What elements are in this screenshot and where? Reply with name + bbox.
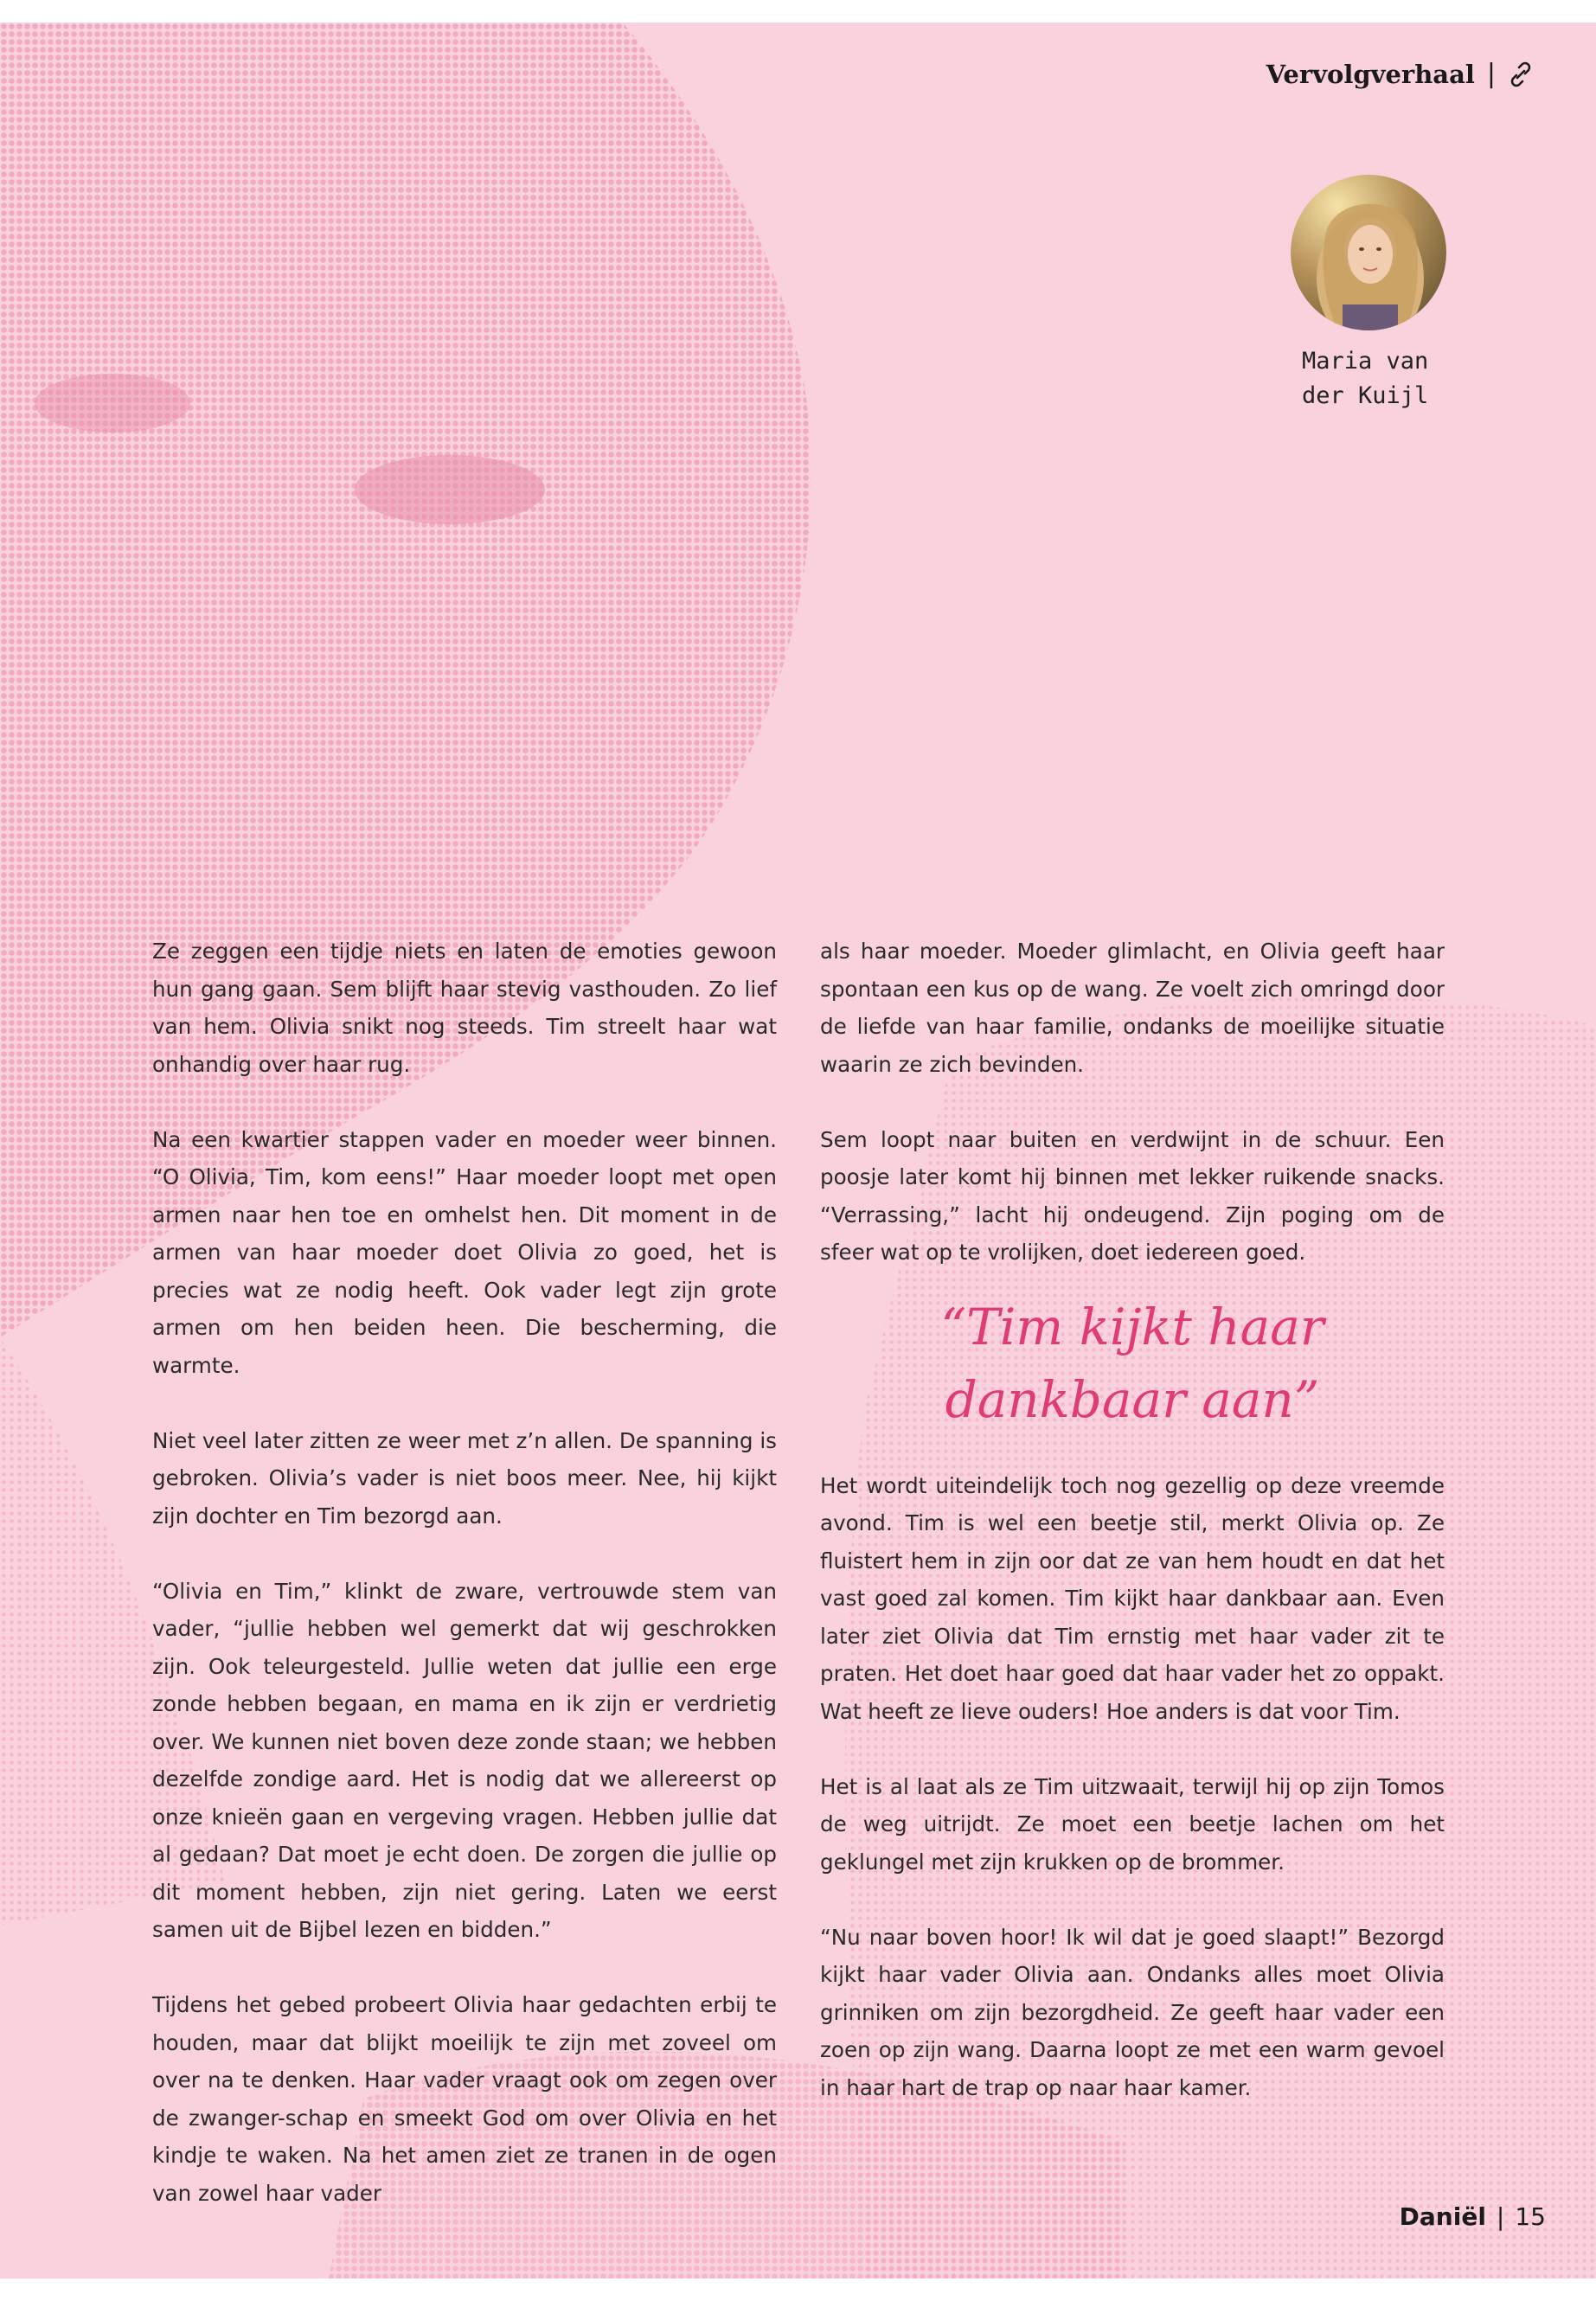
link-icon (1508, 61, 1534, 87)
article-column-left (152, 933, 777, 2250)
magazine-page (0, 22, 1596, 2279)
page-header (1266, 59, 1534, 89)
section-title: Vervolgverhaal (1266, 59, 1475, 89)
paragraph: Sem loopt naar buiten en verdwijnt in de schuur. Een poosje later komt hij binnen met lekker ruikende snacks. “Verrassing,” lacht hij ondeugend. Zijn poging om de sfeer wat op te vrolijken, doet iedereen goed. (820, 1126, 1445, 1265)
page-number: 15 (1515, 2202, 1546, 2231)
paragraph: “Olivia en Tim,” klinkt de zware, vertrouwde stem van vader, “jullie hebben wel gemerkt dat wij geschrokken zijn. Ook teleurgesteld. Jullie weten dat jullie een erge zonde hebben begaan, en mama en ik zijn er verdrietig over. We kunnen niet boven deze zonde staan; we hebben dezelfde zondige aard. Het is nodig dat we allereerst op onze knieën gaan en vergeving vragen. Hebben jullie dat al gedaan? Dat moet je echt doen. De zorgen die jullie op dit moment hebben, zijn niet gering. Laten we eerst samen uit de Bijbel lezen en bidden.” (152, 1578, 777, 1942)
footer-separator: | (1496, 2202, 1505, 2231)
page-footer (1400, 2202, 1546, 2231)
article-column-right (820, 933, 1445, 2144)
author-avatar (1291, 175, 1446, 330)
header-separator: | (1486, 59, 1496, 89)
pull-quote: “Tim kijkt haar dankbaar aan” (940, 1297, 1324, 1429)
paragraph: als haar moeder. Moeder glimlacht, en Olivia geeft haar spontaan een kus op de wang. Ze voelt zich omringd door de liefde van haar familie, ondanks de moeilijke situatie waarin ze zich bevinden. (820, 939, 1445, 1077)
paragraph: Na een kwartier stappen vader en moeder weer binnen. “O Olivia, Tim, kom eens!” Haar moeder loopt met open armen naar hen toe en omhelst hen. Dit moment in de armen van haar moeder doet Olivia zo goed, het is precies wat ze nodig heeft. Ook vader legt zijn grote armen om hen beiden heen. Die bescherming, die warmte. (152, 1126, 777, 1378)
paragraph: “Nu naar boven hoor! Ik wil dat je goed slaapt!” Bezorgd kijkt haar vader Olivia aan. Ondanks alles moet Olivia grinniken om zijn bezorgdheid. Ze geeft haar vader een zoen op zijn wang. Daarna loopt ze met een warm gevoel in haar hart de trap op naar haar kamer. (820, 1924, 1445, 2100)
paragraph: Het is al laat als ze Tim uitzwaait, terwijl hij op zijn Tomos de weg uitrijdt. Ze moet een beetje lachen om het geklungel met zijn krukken op de brommer. (820, 1773, 1445, 1875)
magazine-name: Daniël (1399, 2202, 1486, 2231)
paragraph: Het wordt uiteindelijk toch nog gezellig op deze vreemde avond. Tim is wel een beetje stil, merkt Olivia op. Ze fluistert hem in zijn oor dat ze van hem houdt en dat het vast goed zal komen. Tim kijkt haar dankbaar aan. Even later ziet Olivia dat Tim ernstig met haar vader zit te praten. Het doet haar goed dat haar vader het zo oppakt. Wat heeft ze lieve ouders! Hoe anders is dat voor Tim. (820, 1472, 1445, 1724)
author-name: Maria van der Kuijl (1302, 348, 1429, 409)
paragraph: Tijdens het gebed probeert Olivia haar gedachten erbij te houden, maar dat blijkt moeilijk te zijn met zoveel om over na te denken. Haar vader vraagt ook om zegen over de zwanger-schap en smeekt God om over Olivia en het kindje te waken. Na het amen ziet ze tranen in de ogen van zowel haar vader (152, 1992, 777, 2206)
paragraph: Ze zeggen een tijdje niets en laten de emoties gewoon hun gang gaan. Sem blijft haar stevig vasthouden. Zo lief van hem. Olivia snikt nog steeds. Tim streelt haar wat onhandig over haar rug. (152, 939, 777, 1077)
paragraph: Niet veel later zitten ze weer met z’n allen. De spanning is gebroken. Olivia’s vader is niet boos meer. Nee, hij kijkt zijn dochter en Tim bezorgd aan. (152, 1427, 777, 1529)
